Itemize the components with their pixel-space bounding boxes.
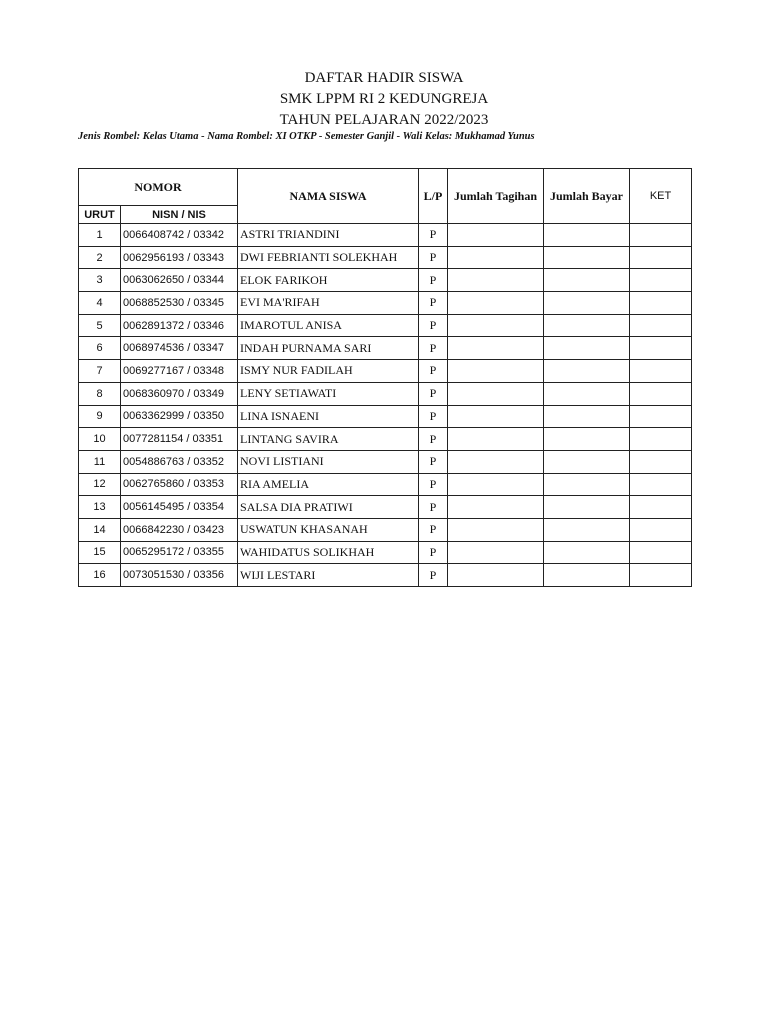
nisn-nis-cell: 0056145495 / 03354	[121, 496, 238, 519]
amount-billed-cell	[448, 496, 544, 519]
nisn-nis-cell: 0066842230 / 03423	[121, 518, 238, 541]
student-name-cell: IMAROTUL ANISA	[238, 314, 419, 337]
nisn-nis-cell: 0077281154 / 03351	[121, 428, 238, 451]
amount-paid-cell	[544, 541, 630, 564]
nisn-nis-cell: 0062956193 / 03343	[121, 246, 238, 269]
remarks-cell	[630, 292, 692, 315]
nisn-nis-cell: 0066408742 / 03342	[121, 224, 238, 247]
gender-cell: P	[419, 564, 448, 587]
header-nisn: NISN / NIS	[121, 206, 238, 224]
gender-cell: P	[419, 541, 448, 564]
amount-paid-cell	[544, 450, 630, 473]
nisn-nis-cell: 0062765860 / 03353	[121, 473, 238, 496]
amount-paid-cell	[544, 269, 630, 292]
nisn-nis-cell: 0063062650 / 03344	[121, 269, 238, 292]
student-name-cell: USWATUN KHASANAH	[238, 518, 419, 541]
table-row	[79, 382, 692, 405]
remarks-cell	[630, 246, 692, 269]
remarks-cell	[630, 382, 692, 405]
remarks-cell	[630, 518, 692, 541]
remarks-cell	[630, 405, 692, 428]
student-name-cell: WIJI LESTARI	[238, 564, 419, 587]
student-name-cell: DWI FEBRIANTI SOLEKHAH	[238, 246, 419, 269]
header-urut: URUT	[79, 206, 121, 224]
table-body	[79, 224, 692, 587]
gender-cell: P	[419, 496, 448, 519]
amount-billed-cell	[448, 405, 544, 428]
amount-billed-cell	[448, 292, 544, 315]
header-nama: NAMA SISWA	[238, 169, 419, 224]
amount-paid-cell	[544, 473, 630, 496]
amount-billed-cell	[448, 337, 544, 360]
row-number-cell: 8	[79, 382, 121, 405]
gender-cell: P	[419, 224, 448, 247]
row-number-cell: 16	[79, 564, 121, 587]
row-number-cell: 7	[79, 360, 121, 383]
row-number-cell: 12	[79, 473, 121, 496]
gender-cell: P	[419, 382, 448, 405]
row-number-cell: 13	[79, 496, 121, 519]
table-row	[79, 405, 692, 428]
nisn-nis-cell: 0068852530 / 03345	[121, 292, 238, 315]
remarks-cell	[630, 224, 692, 247]
amount-billed-cell	[448, 564, 544, 587]
remarks-cell	[630, 428, 692, 451]
amount-billed-cell	[448, 314, 544, 337]
table-row	[79, 292, 692, 315]
header-ket: KET	[630, 169, 692, 224]
remarks-cell	[630, 496, 692, 519]
gender-cell: P	[419, 360, 448, 383]
amount-paid-cell	[544, 360, 630, 383]
amount-billed-cell	[448, 473, 544, 496]
amount-paid-cell	[544, 405, 630, 428]
table-row	[79, 564, 692, 587]
student-name-cell: ISMY NUR FADILAH	[238, 360, 419, 383]
header-tagihan: Jumlah Tagihan	[448, 169, 544, 224]
remarks-cell	[630, 473, 692, 496]
gender-cell: P	[419, 269, 448, 292]
gender-cell: P	[419, 473, 448, 496]
gender-cell: P	[419, 518, 448, 541]
student-name-cell: WAHIDATUS SOLIKHAH	[238, 541, 419, 564]
remarks-cell	[630, 337, 692, 360]
gender-cell: P	[419, 450, 448, 473]
amount-paid-cell	[544, 564, 630, 587]
nisn-nis-cell: 0063362999 / 03350	[121, 405, 238, 428]
amount-billed-cell	[448, 224, 544, 247]
amount-paid-cell	[544, 518, 630, 541]
table-header	[79, 169, 692, 224]
amount-paid-cell	[544, 496, 630, 519]
attendance-table	[78, 168, 692, 587]
row-number-cell: 2	[79, 246, 121, 269]
student-name-cell: EVI MA'RIFAH	[238, 292, 419, 315]
amount-paid-cell	[544, 428, 630, 451]
amount-billed-cell	[448, 382, 544, 405]
row-number-cell: 14	[79, 518, 121, 541]
gender-cell: P	[419, 405, 448, 428]
amount-billed-cell	[448, 518, 544, 541]
amount-billed-cell	[448, 450, 544, 473]
table-row	[79, 473, 692, 496]
school-name: SMK LPPM RI 2 KEDUNGREJA	[279, 91, 489, 107]
nisn-nis-cell: 0065295172 / 03355	[121, 541, 238, 564]
class-info: Jenis Rombel: Kelas Utama - Nama Rombel: XI OTKP - Semester Ganjil - Wali Kelas: Mukhamad Yunus	[78, 131, 535, 142]
amount-billed-cell	[448, 541, 544, 564]
table-row	[79, 269, 692, 292]
amount-paid-cell	[544, 382, 630, 405]
amount-billed-cell	[448, 428, 544, 451]
student-name-cell: RIA AMELIA	[238, 473, 419, 496]
table-row	[79, 496, 692, 519]
remarks-cell	[630, 360, 692, 383]
nisn-nis-cell: 0062891372 / 03346	[121, 314, 238, 337]
row-number-cell: 3	[79, 269, 121, 292]
student-name-cell: ELOK FARIKOH	[238, 269, 419, 292]
student-name-cell: SALSA DIA PRATIWI	[238, 496, 419, 519]
table-row	[79, 360, 692, 383]
student-name-cell: ASTRI TRIANDINI	[238, 224, 419, 247]
nisn-nis-cell: 0054886763 / 03352	[121, 450, 238, 473]
row-number-cell: 10	[79, 428, 121, 451]
gender-cell: P	[419, 428, 448, 451]
gender-cell: P	[419, 292, 448, 315]
academic-year: TAHUN PELAJARAN 2022/2023	[279, 112, 489, 128]
row-number-cell: 6	[79, 337, 121, 360]
student-name-cell: LINTANG SAVIRA	[238, 428, 419, 451]
remarks-cell	[630, 450, 692, 473]
amount-paid-cell	[544, 337, 630, 360]
row-number-cell: 11	[79, 450, 121, 473]
row-number-cell: 5	[79, 314, 121, 337]
nisn-nis-cell: 0068974536 / 03347	[121, 337, 238, 360]
table-row	[79, 337, 692, 360]
amount-paid-cell	[544, 314, 630, 337]
student-name-cell: LENY SETIAWATI	[238, 382, 419, 405]
table-row	[79, 518, 692, 541]
table-row	[79, 224, 692, 247]
amount-paid-cell	[544, 246, 630, 269]
student-name-cell: INDAH PURNAMA SARI	[238, 337, 419, 360]
gender-cell: P	[419, 337, 448, 360]
nisn-nis-cell: 0068360970 / 03349	[121, 382, 238, 405]
student-name-cell: LINA ISNAENI	[238, 405, 419, 428]
remarks-cell	[630, 541, 692, 564]
table-row	[79, 314, 692, 337]
remarks-cell	[630, 269, 692, 292]
row-number-cell: 15	[79, 541, 121, 564]
header-lp: L/P	[419, 169, 448, 224]
remarks-cell	[630, 314, 692, 337]
table-row	[79, 541, 692, 564]
amount-billed-cell	[448, 246, 544, 269]
nisn-nis-cell: 0073051530 / 03356	[121, 564, 238, 587]
row-number-cell: 4	[79, 292, 121, 315]
table-row	[79, 246, 692, 269]
gender-cell: P	[419, 314, 448, 337]
table-row	[79, 428, 692, 451]
amount-paid-cell	[544, 292, 630, 315]
nisn-nis-cell: 0069277167 / 03348	[121, 360, 238, 383]
header-nomor: NOMOR	[79, 169, 238, 206]
remarks-cell	[630, 564, 692, 587]
student-name-cell: NOVI LISTIANI	[238, 450, 419, 473]
header-bayar: Jumlah Bayar	[544, 169, 630, 224]
document-title: DAFTAR HADIR SISWA	[304, 70, 464, 86]
amount-billed-cell	[448, 360, 544, 383]
table-row	[79, 450, 692, 473]
row-number-cell: 1	[79, 224, 121, 247]
row-number-cell: 9	[79, 405, 121, 428]
amount-billed-cell	[448, 269, 544, 292]
gender-cell: P	[419, 246, 448, 269]
amount-paid-cell	[544, 224, 630, 247]
